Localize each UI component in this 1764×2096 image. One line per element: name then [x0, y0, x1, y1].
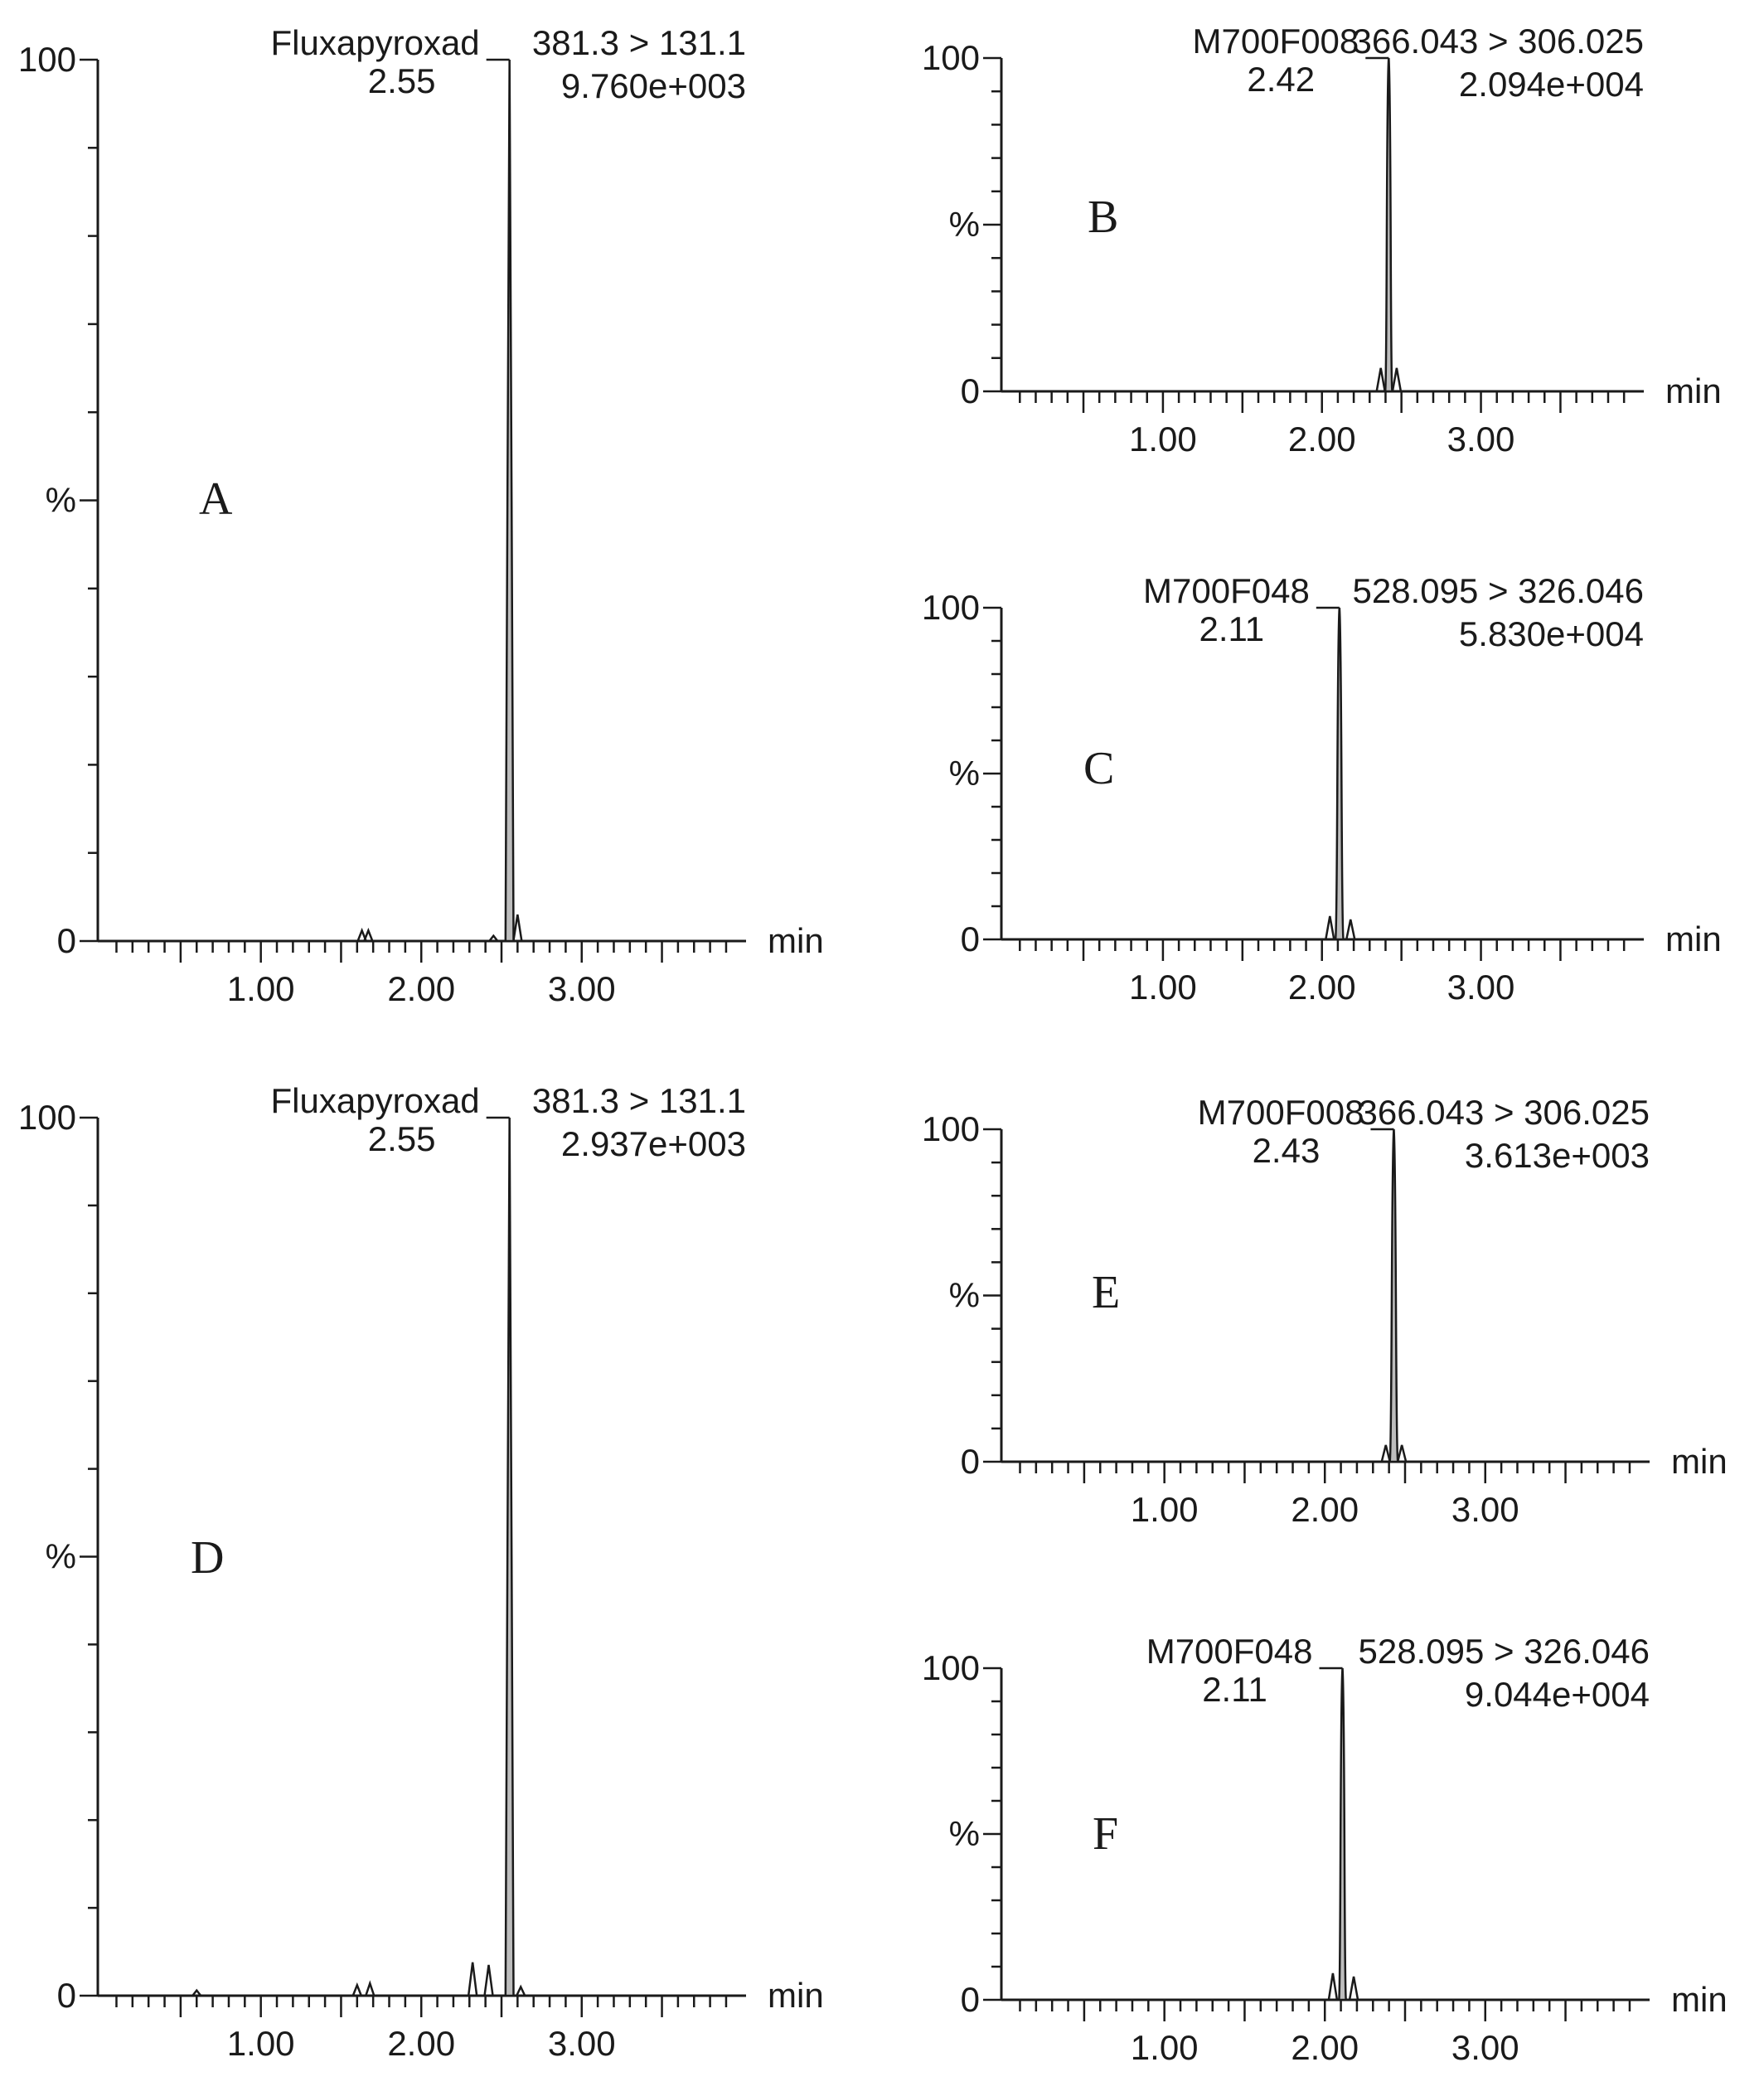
compound-name: M700F048: [1146, 1632, 1313, 1671]
compound-name: Fluxapyroxad: [270, 1081, 480, 1120]
main-peak: [1385, 58, 1392, 391]
minor-peak: [353, 1985, 361, 1996]
mrm-transition: 381.3 > 131.1: [531, 23, 746, 62]
minor-peak: [366, 1983, 374, 1996]
x-tick-label: 1.00: [1130, 2028, 1199, 2067]
main-peak: [1390, 1129, 1398, 1462]
minor-peak: [1377, 368, 1385, 391]
chromatogram-panel-f: [922, 1632, 1728, 2067]
retention-time: 2.55: [367, 61, 436, 100]
y-label-100: 100: [921, 588, 980, 627]
x-tick-label: 3.00: [1451, 1490, 1519, 1529]
minor-peak: [1350, 1977, 1358, 2000]
retention-time: 2.43: [1252, 1131, 1321, 1170]
y-label-100: 100: [17, 40, 76, 79]
mrm-transition: 366.043 > 306.025: [1352, 22, 1644, 61]
mrm-transition: 528.095 > 326.046: [1352, 571, 1644, 610]
x-tick-label: 1.00: [226, 2024, 295, 2063]
intensity-value: 9.044e+004: [1464, 1675, 1650, 1714]
x-tick-label: 3.00: [547, 2024, 616, 2063]
minor-peak: [1398, 1445, 1406, 1462]
y-label-0: 0: [960, 371, 980, 410]
panel-letter: F: [1093, 1808, 1119, 1860]
intensity-value: 5.830e+004: [1458, 614, 1644, 653]
minor-peak: [1346, 919, 1354, 939]
y-label-0: 0: [56, 1976, 76, 2015]
x-tick-label: 3.00: [1447, 968, 1515, 1007]
retention-time: 2.11: [1202, 1670, 1267, 1709]
x-axis-unit: min: [1665, 371, 1722, 410]
y-label-0: 0: [960, 919, 980, 958]
panel-letter: D: [191, 1532, 225, 1584]
chromatogram-panel-a: [18, 23, 824, 1008]
mrm-transition: 528.095 > 326.046: [1358, 1632, 1650, 1671]
x-tick-label: 1.00: [1130, 1490, 1199, 1529]
minor-peak: [1325, 916, 1334, 939]
minor-peak: [513, 915, 521, 941]
y-label-100: 100: [921, 38, 980, 77]
minor-peak: [1329, 1973, 1337, 2000]
y-label-0: 0: [960, 1442, 980, 1481]
panel-letter: B: [1088, 192, 1119, 243]
y-label-unit: %: [45, 1536, 76, 1576]
intensity-value: 2.094e+004: [1458, 65, 1644, 104]
minor-peak: [1382, 1445, 1390, 1462]
minor-peak: [364, 930, 372, 941]
x-axis-unit: min: [768, 921, 824, 960]
x-tick-label: 1.00: [1129, 420, 1197, 458]
x-tick-label: 2.00: [387, 2024, 456, 2063]
x-tick-label: 3.00: [1451, 2028, 1519, 2067]
x-axis-unit: min: [1671, 1980, 1728, 2019]
minor-peak: [485, 1965, 493, 1996]
x-axis-unit: min: [1665, 919, 1722, 958]
chromatogram-panel-e: [922, 1093, 1728, 1529]
intensity-value: 3.613e+003: [1464, 1136, 1650, 1175]
chromatogram-panel-c: [922, 571, 1722, 1007]
compound-name: M700F008: [1197, 1093, 1364, 1132]
x-axis-unit: min: [1671, 1442, 1728, 1481]
y-label-0: 0: [56, 921, 76, 960]
main-peak: [506, 1118, 514, 1996]
compound-name: M700F048: [1143, 571, 1310, 610]
y-label-unit: %: [45, 480, 76, 520]
main-peak: [506, 60, 514, 941]
x-tick-label: 3.00: [1447, 420, 1515, 458]
minor-peak: [516, 1987, 525, 1996]
retention-time: 2.55: [367, 1119, 436, 1158]
y-label-100: 100: [921, 1648, 980, 1687]
main-peak: [1339, 1668, 1346, 2000]
minor-peak: [468, 1963, 477, 1996]
x-tick-label: 1.00: [226, 969, 295, 1008]
y-label-0: 0: [960, 1980, 980, 2019]
mrm-transition: 366.043 > 306.025: [1358, 1093, 1650, 1132]
mrm-transition: 381.3 > 131.1: [531, 1081, 746, 1120]
intensity-value: 9.760e+003: [560, 66, 746, 105]
y-label-unit: %: [948, 1814, 980, 1853]
y-label-100: 100: [921, 1109, 980, 1148]
y-label-100: 100: [17, 1098, 76, 1137]
retention-time: 2.42: [1247, 60, 1316, 99]
compound-name: Fluxapyroxad: [270, 23, 480, 62]
compound-name: M700F008: [1192, 22, 1359, 61]
x-tick-label: 2.00: [1291, 1490, 1359, 1529]
x-tick-label: 2.00: [387, 969, 456, 1008]
panel-letter: E: [1092, 1267, 1121, 1318]
chromatogram-panel-b: [922, 22, 1722, 458]
y-label-unit: %: [948, 205, 980, 244]
main-peak: [1335, 608, 1344, 939]
x-tick-label: 1.00: [1129, 968, 1197, 1007]
retention-time: 2.11: [1199, 609, 1265, 648]
x-tick-label: 2.00: [1287, 420, 1356, 458]
intensity-value: 2.937e+003: [560, 1124, 746, 1163]
panel-letter: A: [199, 473, 233, 525]
minor-peak: [1393, 368, 1401, 391]
x-tick-label: 3.00: [547, 969, 616, 1008]
y-label-unit: %: [948, 1275, 980, 1315]
panel-letter: C: [1083, 743, 1115, 794]
x-axis-unit: min: [768, 1976, 824, 2015]
x-tick-label: 2.00: [1287, 968, 1356, 1007]
chromatogram-panel-d: [18, 1081, 824, 2063]
y-label-unit: %: [948, 754, 980, 793]
x-tick-label: 2.00: [1291, 2028, 1359, 2067]
